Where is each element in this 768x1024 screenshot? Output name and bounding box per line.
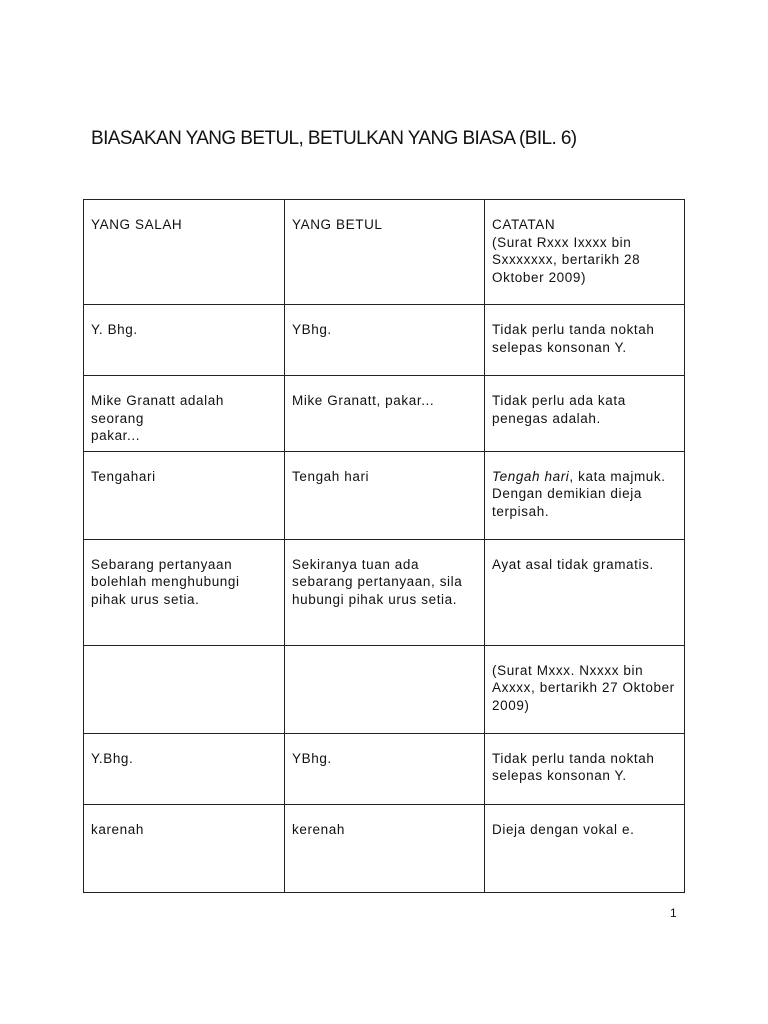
cell-betul: YBhg. (285, 305, 485, 376)
cell-salah (84, 376, 285, 452)
page-number: 1 (670, 906, 677, 920)
table-row (84, 376, 685, 452)
cell-betul (285, 645, 485, 733)
table-row (84, 305, 685, 376)
cell-salah-line: pakar... (91, 428, 141, 443)
cell-catatan: Ayat asal tidak gramatis. (485, 539, 685, 645)
cell-betul: Tengah hari (285, 451, 485, 539)
correction-table (83, 199, 685, 893)
cell-betul: Sekiranya tuan ada sebarang pertanyaan, sila hubungi pihak urus setia. (285, 539, 485, 645)
cell-salah: Y.Bhg. (84, 733, 285, 804)
cell-betul: kerenah (285, 804, 485, 892)
table-row (84, 539, 685, 645)
cell-betul: YBhg. (285, 733, 485, 804)
cell-salah: Y. Bhg. (84, 305, 285, 376)
cell-betul: Mike Granatt, pakar... (285, 376, 485, 452)
header-yang-salah: YANG SALAH (84, 200, 285, 305)
table-header-row (84, 200, 685, 305)
table-row (84, 645, 685, 733)
cell-salah: Sebarang pertanyaan bolehlah menghubungi pihak urus setia. (84, 539, 285, 645)
cell-catatan: Tidak perlu ada kata penegas adalah. (485, 376, 685, 452)
cell-salah: Tengahari (84, 451, 285, 539)
header-catatan-title: CATATAN (492, 217, 556, 232)
cell-catatan: Tidak perlu tanda noktah selepas konsonan Y. (485, 305, 685, 376)
cell-catatan-rest: , kata majmuk. Dengan demikian dieja terpisah. (492, 468, 666, 519)
table-row (84, 451, 685, 539)
cell-salah (84, 645, 285, 733)
header-yang-betul: YANG BETUL (285, 200, 485, 305)
table-row (84, 733, 685, 804)
cell-salah: karenah (84, 804, 285, 892)
cell-catatan (485, 451, 685, 539)
cell-salah-line: Mike Granatt adalah seorang (91, 393, 224, 426)
page-title: BIASAKAN YANG BETUL, BETULKAN YANG BIASA (BIL. 6) (91, 128, 577, 149)
header-catatan (485, 200, 685, 305)
cell-catatan-italic: Tengah hari (492, 468, 570, 484)
cell-catatan: Dieja dengan vokal e. (485, 804, 685, 892)
header-catatan-note: (Surat Rxxx Ixxxx bin Sxxxxxxx, bertarikh 28 Oktober 2009) (492, 234, 641, 285)
table-row (84, 804, 685, 892)
cell-catatan: (Surat Mxxx. Nxxxx bin Axxxx, bertarikh 27 Oktober 2009) (485, 645, 685, 733)
cell-catatan: Tidak perlu tanda noktah selepas konsonan Y. (485, 733, 685, 804)
